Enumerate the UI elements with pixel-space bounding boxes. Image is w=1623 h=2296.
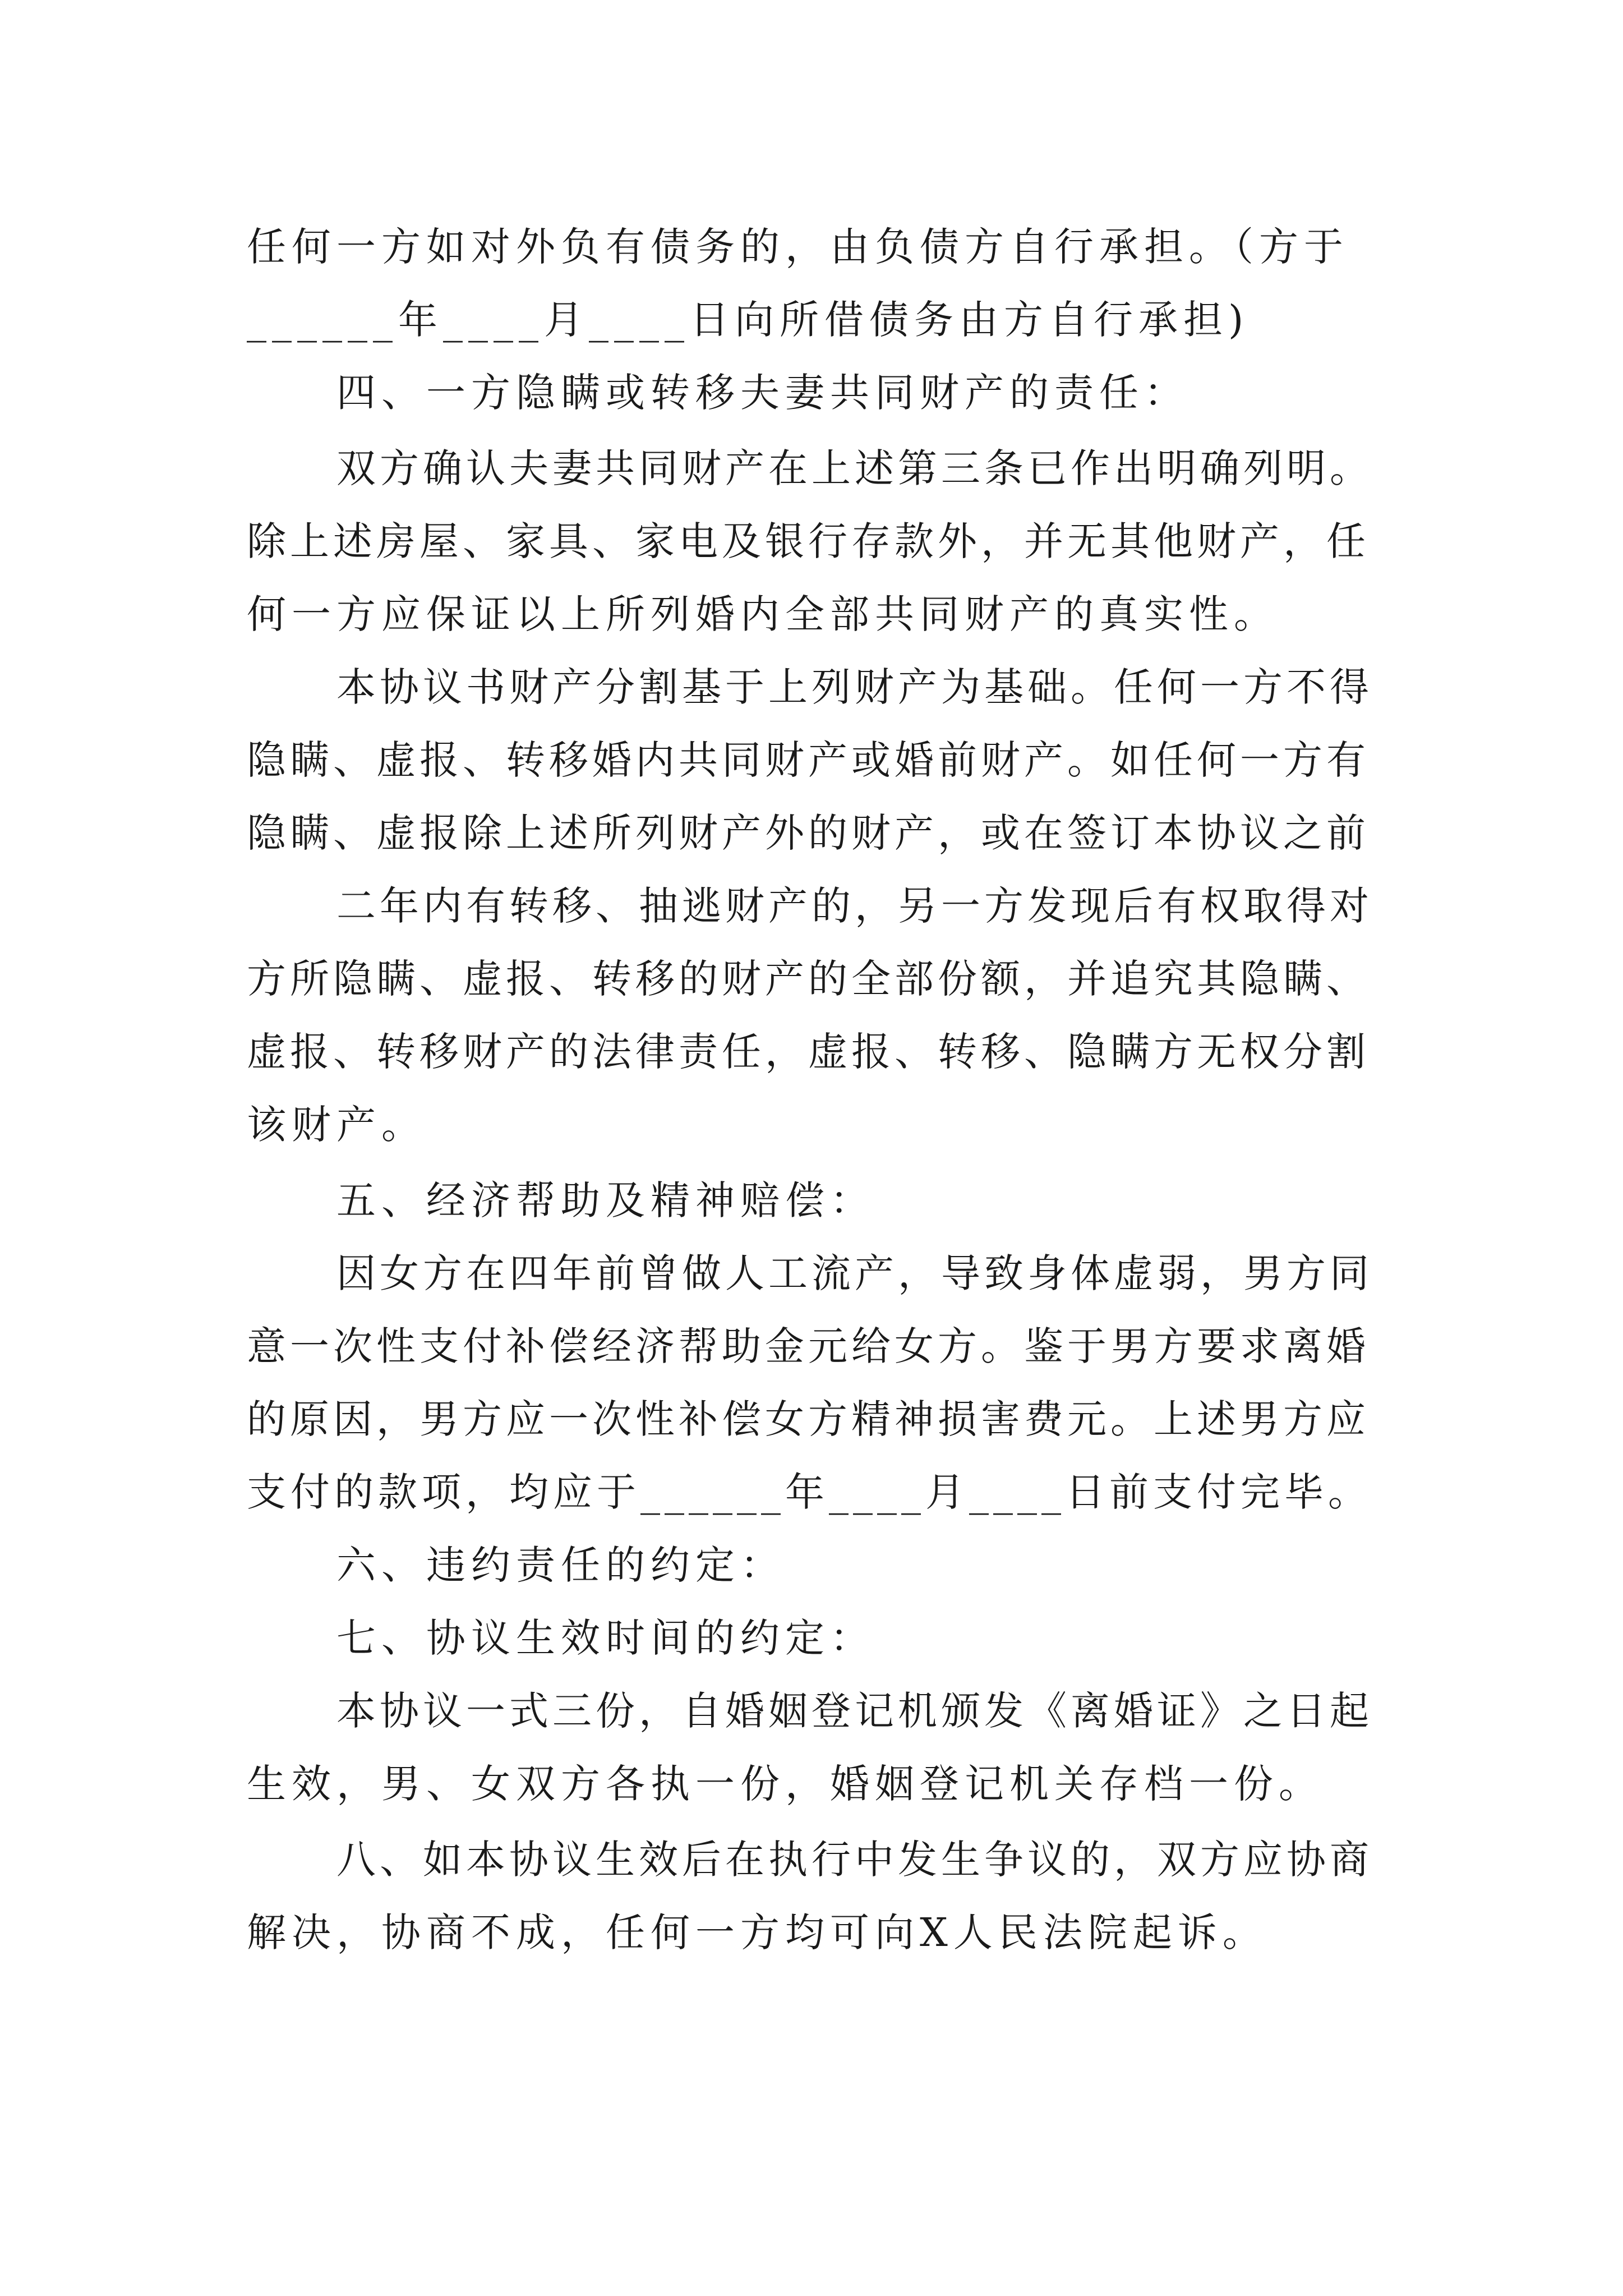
section-heading: 四、一方隐瞒或转移夫妻共同财产的责任：	[336, 370, 1189, 416]
text-line: 隐瞒、虚报、转移婚内共同财产或婚前财产。如任何一方有	[247, 737, 1370, 783]
text-line: 该财产。	[247, 1102, 426, 1148]
text-line: 解决，协商不成，任何一方均可向X人民法院起诉。	[247, 1910, 1267, 1955]
text-line: 因女方在四年前曾做人工流产，导致身体虚弱，男方同	[336, 1250, 1373, 1296]
text-line: 支付的款项，均应于______年____月____日前支付完毕。	[247, 1469, 1372, 1515]
text-line: 虚报、转移财产的法律责任，虚报、转移、隐瞒方无权分割	[247, 1029, 1370, 1075]
text-line: 生效，男、女双方各执一份，婚姻登记机关存档一份。	[247, 1761, 1324, 1807]
section-heading: 六、违约责任的约定：	[336, 1542, 785, 1588]
text-line: 除上述房屋、家具、家电及银行存款外，并无其他财产，任	[247, 518, 1370, 564]
text-line: 隐瞒、虚报除上述所列财产外的财产，或在签订本协议之前	[247, 810, 1370, 856]
section-heading: 七、协议生效时间的约定：	[336, 1615, 875, 1661]
text-line: 何一方应保证以上所列婚内全部共同财产的真实性。	[247, 591, 1279, 637]
text-line: 的原因，男方应一次性补偿女方精神损害费元。上述男方应	[247, 1396, 1370, 1442]
text-line: 方所隐瞒、虚报、转移的财产的全部份额，并追究其隐瞒、	[247, 956, 1370, 1002]
text-line: 本协议一式三份，自婚姻登记机颁发《离婚证》之日起	[336, 1688, 1373, 1734]
text-line: 双方确认夫妻共同财产在上述第三条已作出明确列明。	[336, 445, 1373, 491]
text-line: 二年内有转移、抽逃财产的，另一方发现后有权取得对	[336, 883, 1373, 929]
text-line: 本协议书财产分割基于上列财产为基础。任何一方不得	[336, 664, 1373, 710]
section-heading: 八、如本协议生效后在执行中发生争议的，双方应协商	[336, 1837, 1373, 1883]
text-line: 意一次性支付补偿经济帮助金元给女方。鉴于男方要求离婚	[247, 1323, 1370, 1369]
text-line: 任何一方如对外负有债务的，由负债方自行承担。（方于	[247, 224, 1349, 270]
section-heading: 五、经济帮助及精神赔偿：	[336, 1177, 875, 1223]
text-line: ______年____月____日向所借债务由方自行承担)	[247, 297, 1249, 343]
